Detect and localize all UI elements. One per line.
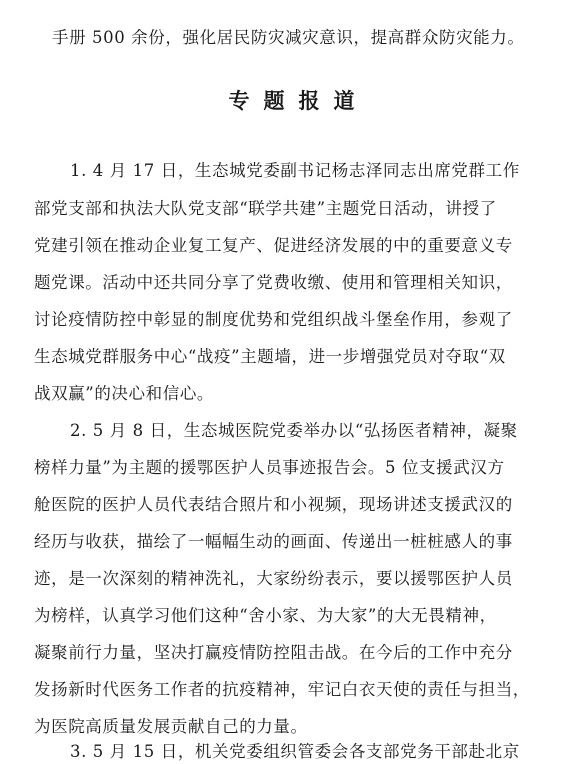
paragraph-line: 为医院高质量发展贡献自己的力量。 [34, 717, 308, 736]
paragraph-line: 凝聚前行力量，坚决打赢疫情防控阻击战。在今后的工作中充分 [34, 643, 513, 662]
paragraph-line: 舱医院的医护人员代表结合照片和小视频，现场讲述支援武汉的 [34, 495, 513, 514]
paragraph-line: 3. 5 月 15 日，机关党委组织管委会各支部党务干部赴北京 [70, 742, 520, 761]
paragraph-line: 经历与收获，描绘了一幅幅生动的画面、传递出一桩桩感人的事 [34, 532, 513, 551]
paragraph-line: 战双赢”的决心和信心。 [34, 384, 215, 403]
paragraph-line: 迹，是一次深刻的精神洗礼，大家纷纷表示，要以援鄂医护人员 [34, 569, 513, 588]
paragraph-line: 讨论疫情防控中彰显的制度优势和党组织战斗堡垒作用，参观了 [34, 310, 513, 329]
paragraph-line: 发扬新时代医务工作者的抗疫精神，牢记白衣天使的责任与担当， [34, 680, 530, 699]
paragraph-line: 榜样力量”为主题的援鄂医护人员事迹报告会。5 位支援武汉方 [34, 458, 505, 477]
paragraph-line: 党建引领在推动企业复工复产、促进经济发展的中的重要意义专 [34, 236, 513, 255]
paragraph-line: 2. 5 月 8 日，生态城医院党委举办以“弘扬医者精神，凝聚 [70, 421, 518, 440]
paragraph-line: 1. 4 月 17 日，生态城党委副书记杨志泽同志出席党群工作 [70, 161, 520, 180]
paragraph-line: 为榜样，认真学习他们这种“舍小家、为大家”的大无畏精神， [34, 606, 497, 625]
paragraph-line: 部党支部和执法大队党支部“联学共建”主题党日活动，讲授了 [34, 199, 497, 218]
paragraph-line: 题党课。活动中还共同分享了党费收缴、使用和管理相关知识， [34, 273, 513, 292]
paragraph-line: 生态城党群服务中心“战疫”主题墙，进一步增强党员对夺取“双 [34, 347, 506, 366]
intro-line: 手册 500 余份，强化居民防灾减灾意识，提高群众防灾能力。 [52, 28, 525, 47]
section-title: 专题报道 [228, 88, 369, 113]
